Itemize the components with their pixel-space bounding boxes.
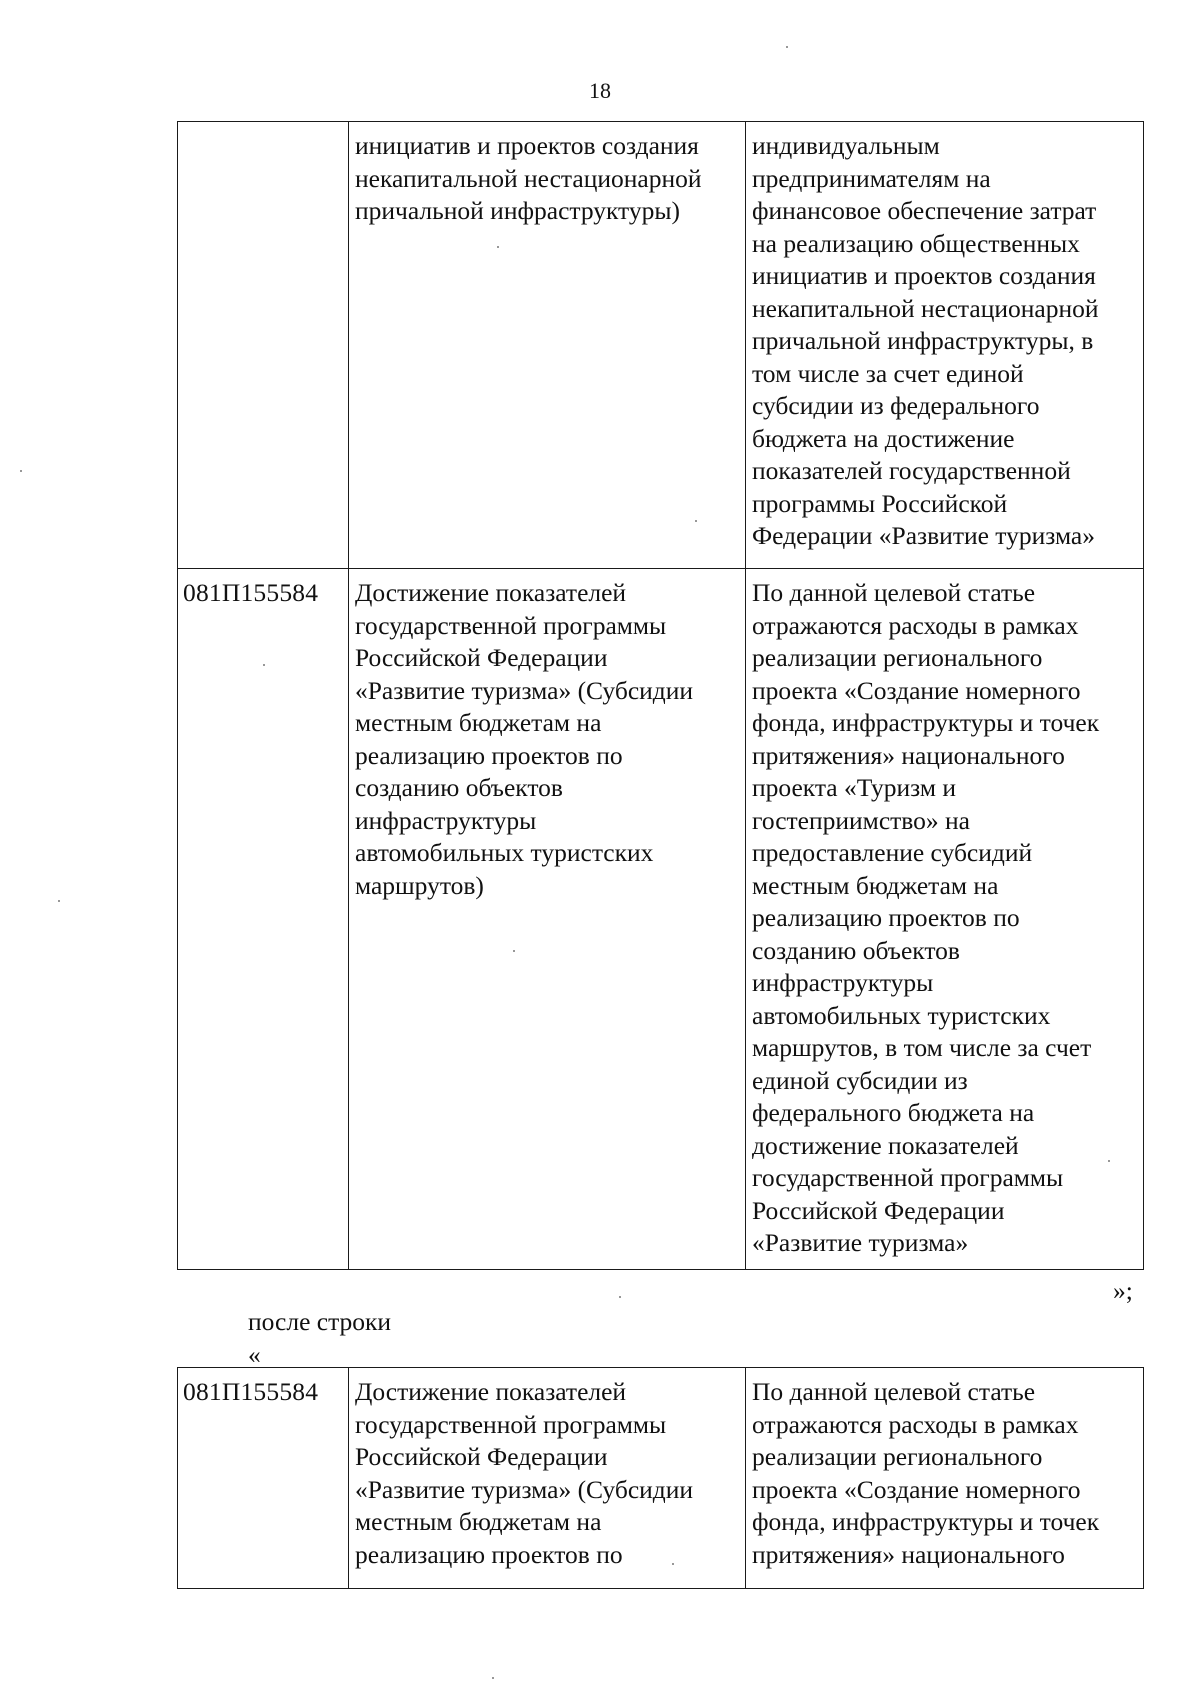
scan-speck bbox=[497, 246, 499, 248]
scan-speck bbox=[492, 1677, 494, 1679]
name-cell: Достижение показателей государственной программы Российской Федерации «Развитие туризма» (Субсидии местным бюджетам на реализацию проектов по созданию объектов инфраструктуры автомобильных туристских маршрутов) bbox=[349, 569, 746, 1270]
name-cell: инициатив и проектов создания некапитальной нестационарной причальной инфраструктуры) bbox=[349, 122, 746, 569]
scan-speck bbox=[263, 664, 265, 666]
scan-speck bbox=[619, 1296, 621, 1298]
budget-codes-table-inserted bbox=[177, 1367, 1144, 1589]
description-cell: По данной целевой статье отражаются расходы в рамках реализации регионального проекта «Создание номерного фонда, инфраструктуры и точек притяжения» национального проекта «Туризм и гостеприимство» на предоставление субсидий местным бюджетам на реализацию проектов по созданию объектов инфраструктуры автомобильных туристских маршрутов, в том числе за счет единой субсидии из федерального бюджета на достижение показателей государственной программы Российской Федерации «Развитие туризма» bbox=[746, 569, 1144, 1270]
description-cell: По данной целевой статье отражаются расходы в рамках реализации регионального проекта «Создание номерного фонда, инфраструктуры и точек притяжения» национального bbox=[746, 1368, 1144, 1589]
table-row bbox=[178, 1368, 1144, 1589]
page-number: 18 bbox=[589, 78, 611, 103]
scan-speck bbox=[58, 900, 60, 902]
code-cell bbox=[178, 122, 349, 569]
scan-speck bbox=[695, 520, 697, 522]
budget-codes-table-continued bbox=[177, 121, 1144, 1270]
name-cell: Достижение показателей государственной программы Российской Федерации «Развитие туризма» (Субсидии местным бюджетам на реализацию проектов по bbox=[349, 1368, 746, 1589]
table-row bbox=[178, 122, 1144, 569]
code-cell: 081П155584 bbox=[178, 1368, 349, 1589]
code-cell: 081П155584 bbox=[178, 569, 349, 1270]
after-line-text: после строки bbox=[248, 1307, 392, 1336]
table-row bbox=[178, 569, 1144, 1270]
scan-speck bbox=[786, 46, 788, 48]
opening-quote: « bbox=[248, 1340, 261, 1369]
description-cell: индивидуальным предпринимателям на финансовое обеспечение затрат на реализацию общественных инициатив и проектов создания некапитальной нестационарной причальной инфраструктуры, в том числе за счет единой субсидии из федерального бюджета на достижение показателей государственной программы Российской Федерации «Развитие туризма» bbox=[746, 122, 1144, 569]
scan-speck bbox=[1108, 1160, 1110, 1162]
closing-quote: »; bbox=[1113, 1276, 1133, 1305]
scan-speck bbox=[513, 950, 515, 952]
scan-speck bbox=[20, 470, 22, 472]
scan-speck bbox=[672, 1563, 674, 1565]
